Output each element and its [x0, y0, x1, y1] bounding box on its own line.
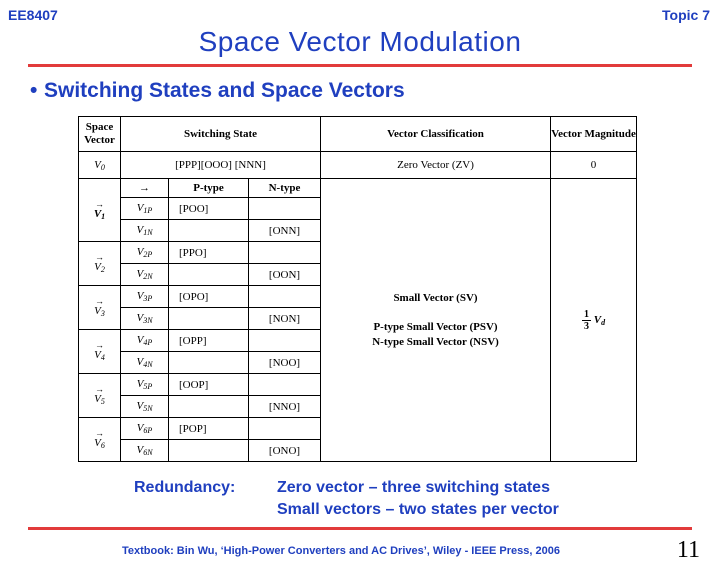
header-space-vector: Space Vector: [79, 117, 121, 152]
bullet-heading: [30, 79, 405, 103]
bottom-divider: [28, 527, 692, 530]
top-divider: [28, 64, 692, 67]
vector-main-1: → V1: [79, 179, 121, 242]
state-1n: [ONN]: [249, 220, 321, 242]
state-2n-empty: [169, 264, 249, 286]
state-3p: [OPO]: [169, 286, 249, 308]
bullet-text: Switching States and Space Vectors: [44, 79, 405, 102]
state-5n: [NNO]: [249, 396, 321, 418]
table-header-row: [79, 117, 637, 152]
vector-2n: V2N: [121, 264, 169, 286]
vector-main-2: → V2: [79, 242, 121, 286]
vector-main-6: → V6: [79, 418, 121, 462]
subheader-p-type: P-type: [169, 179, 249, 198]
state-1p: [POO]: [169, 198, 249, 220]
vector-main-4: → V4: [79, 330, 121, 374]
zero-vector-symbol: V0: [79, 152, 121, 179]
state-4p-empty: [249, 330, 321, 352]
state-3p-empty: [249, 286, 321, 308]
topic-label: Topic 7: [662, 7, 710, 23]
vector-main-3: → V3: [79, 286, 121, 330]
vector-4p: V4P: [121, 330, 169, 352]
subheader-row: [79, 179, 637, 198]
zero-vector-row: [79, 152, 637, 179]
state-6n: [ONO]: [249, 440, 321, 462]
bullet-dot-icon: •: [30, 79, 38, 102]
vector-4n: V4N: [121, 352, 169, 374]
redundancy-line-2: Small vectors – two states per vector: [277, 501, 559, 518]
vector-6n: V6N: [121, 440, 169, 462]
header-vector-classification: Vector Classification: [321, 117, 551, 152]
vector-5n: V5N: [121, 396, 169, 418]
small-vector-magnitude: $\frac{1}{3}$ Vd: [551, 179, 637, 462]
vector-3p: V3P: [121, 286, 169, 308]
header-switching-state: Switching State: [121, 117, 321, 152]
textbook-reference: Textbook: Bin Wu, ‘High-Power Converters and AC Drives’, Wiley - IEEE Press, 2006: [122, 545, 560, 557]
subheader-n-type: N-type: [249, 179, 321, 198]
zero-vector-states: [PPP][OOO] [NNN]: [121, 152, 321, 179]
slide-title: Space Vector Modulation: [198, 26, 522, 57]
header-vector-magnitude: Vector Magnitude: [551, 117, 637, 152]
state-5n-empty: [169, 396, 249, 418]
state-5p-empty: [249, 374, 321, 396]
state-4n-empty: [169, 352, 249, 374]
course-code: EE8407: [8, 7, 58, 23]
zero-vector-magnitude: 0: [551, 152, 637, 179]
vector-1n: V1N: [121, 220, 169, 242]
state-6p: [POP]: [169, 418, 249, 440]
state-6p-empty: [249, 418, 321, 440]
redundancy-line-1: Zero vector – three switching states: [277, 479, 550, 496]
page-number: 11: [676, 537, 700, 563]
state-4p: [OPP]: [169, 330, 249, 352]
state-1p-empty: [249, 198, 321, 220]
vector-3n: V3N: [121, 308, 169, 330]
state-3n: [NON]: [249, 308, 321, 330]
state-5p: [OOP]: [169, 374, 249, 396]
state-1n-empty: [169, 220, 249, 242]
switching-states-table: [78, 116, 637, 462]
vector-5p: V5P: [121, 374, 169, 396]
switching-states-table-wrapper: [78, 116, 636, 462]
state-4n: [NOO]: [249, 352, 321, 374]
subheader-arrow-cell: →: [121, 179, 169, 198]
state-2p: [PPO]: [169, 242, 249, 264]
state-2n: [OON]: [249, 264, 321, 286]
zero-vector-classification: Zero Vector (ZV): [321, 152, 551, 179]
small-vector-classification: Small Vector (SV) P-type Small Vector (PSV) N-type Small Vector (NSV): [321, 179, 551, 462]
state-3n-empty: [169, 308, 249, 330]
state-2p-empty: [249, 242, 321, 264]
vector-6p: V6P: [121, 418, 169, 440]
vector-main-5: → V5: [79, 374, 121, 418]
vector-1p: V1P: [121, 198, 169, 220]
state-6n-empty: [169, 440, 249, 462]
redundancy-label: Redundancy:: [134, 479, 236, 496]
vector-2p: V2P: [121, 242, 169, 264]
